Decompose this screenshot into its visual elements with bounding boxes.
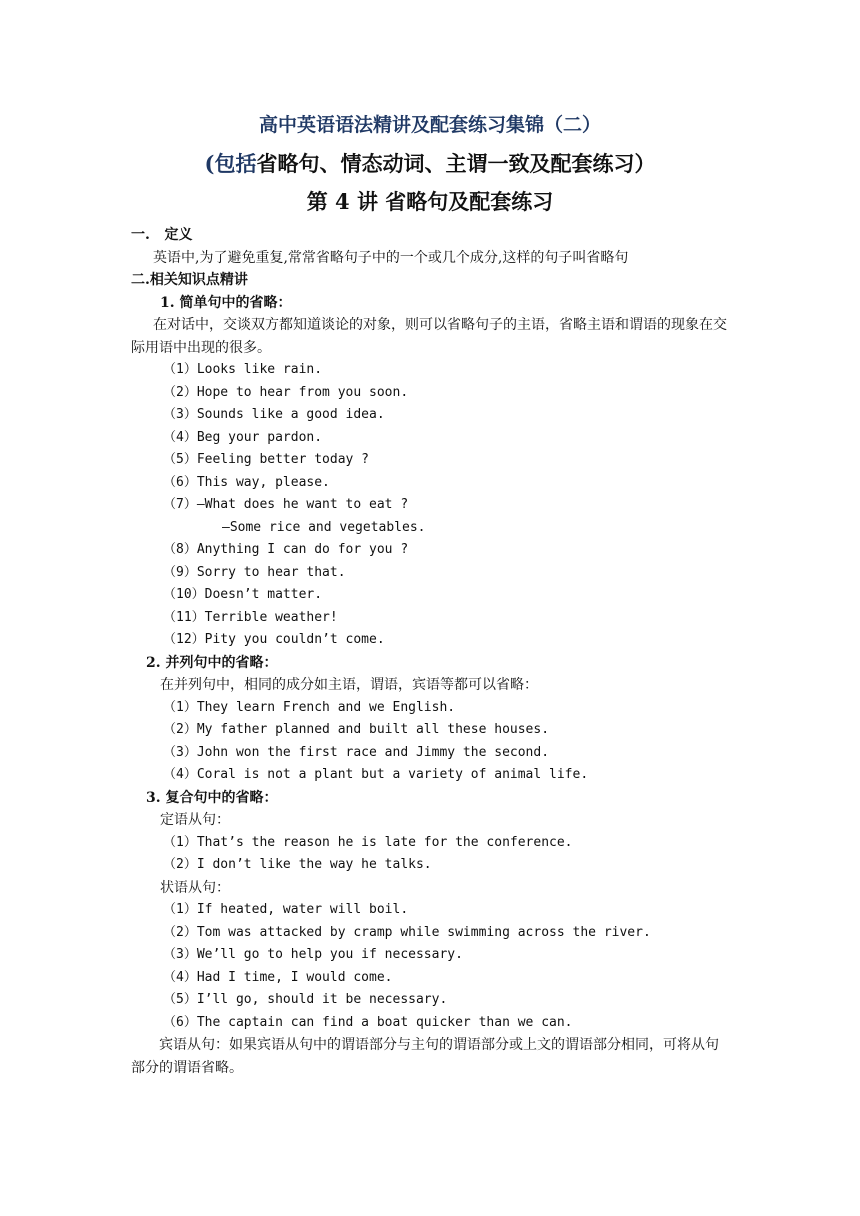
list-item: （1）That’s the reason he is late for the conference. [163, 834, 573, 850]
list-item: （6）This way, please. [163, 474, 330, 490]
list-item: （4）Beg your pardon. [163, 429, 323, 445]
obj-clause-text: 宾语从句：如果宾语从句中的谓语部分与主句的谓语部分或上文的谓语部分相同，可将从句部分的谓语省略。 [131, 1037, 719, 1076]
section1-text: 英语中,为了避免重复,常常省略句子中的一个或几个成分,这样的句子叫省略句 [153, 249, 629, 266]
main-title: 高中英语语法精讲及配套练习集锦（二） [258, 114, 601, 136]
subtitle-open: (包括 [204, 151, 257, 176]
list-item: （4）Coral is not a plant but a variety of animal life. [163, 767, 589, 782]
list-item: （11）Terrible weather! [163, 609, 338, 625]
section1-heading: 一. 定义 [131, 227, 193, 243]
list-item: （6）The captain can find a boat quicker than we can. [163, 1014, 573, 1030]
list-item: （12）Pity you couldn’t come. [163, 632, 385, 647]
list-item: （5）Feeling better today ? [163, 452, 370, 467]
sub1-text: 在对话中，交谈双方都知道谈论的对象，则可以省略句子的主语，省略主语和谓语的现象在交际用语中出现的很多。 [131, 317, 727, 356]
list-item: （1）Looks like rain. [163, 362, 323, 377]
lecture-title: 第 4 讲 省略句及配套练习 [306, 189, 554, 214]
list-item: （2）Hope to hear from you soon. [163, 384, 409, 400]
list-item: （10）Doesn’t matter. [163, 587, 323, 602]
attr-clause-label: 定语从句： [160, 812, 230, 828]
list-item: （1）If heated, water will boil. [163, 902, 409, 917]
list-item: （9）Sorry to hear that. [163, 564, 346, 580]
sub3-heading: 3. 复合句中的省略： [146, 789, 278, 806]
list-item: （4）Had I time, I would come. [163, 969, 393, 985]
list-item: （3）We’ll go to help you if necessary. [163, 947, 463, 962]
sub1-heading: 1. 简单句中的省略： [160, 294, 292, 311]
list-item: （2）My father planned and built all these houses. [163, 722, 550, 737]
sub2-heading: 2. 并列句中的省略： [146, 654, 278, 671]
list-item: （1）They learn French and we English. [163, 699, 456, 715]
adv-clause-label: 状语从句： [160, 879, 230, 896]
list-item: （3）Sounds like a good idea. [163, 407, 385, 422]
list-item: （3）John won the first race and Jimmy the second. [163, 744, 550, 760]
subtitle-rest: 省略句、情态动词、主谓一致及配套练习） [256, 151, 656, 176]
list-item: （7）—What does he want to eat ? [163, 497, 409, 512]
list-item: （5）I’ll go, should it be necessary. [163, 992, 448, 1007]
list-item: （2）Tom was attacked by cramp while swimming across the river. [163, 924, 651, 940]
sub2-text: 在并列句中，相同的成分如主语，谓语，宾语等都可以省略： [160, 677, 538, 693]
subtitle [0, 150, 860, 178]
list-item: （2）I don’t like the way he talks. [163, 857, 432, 872]
section2-heading: 二.相关知识点精讲 [131, 272, 248, 288]
list-item: —Some rice and vegetables. [222, 519, 426, 535]
list-item: （8）Anything I can do for you ? [163, 542, 409, 557]
